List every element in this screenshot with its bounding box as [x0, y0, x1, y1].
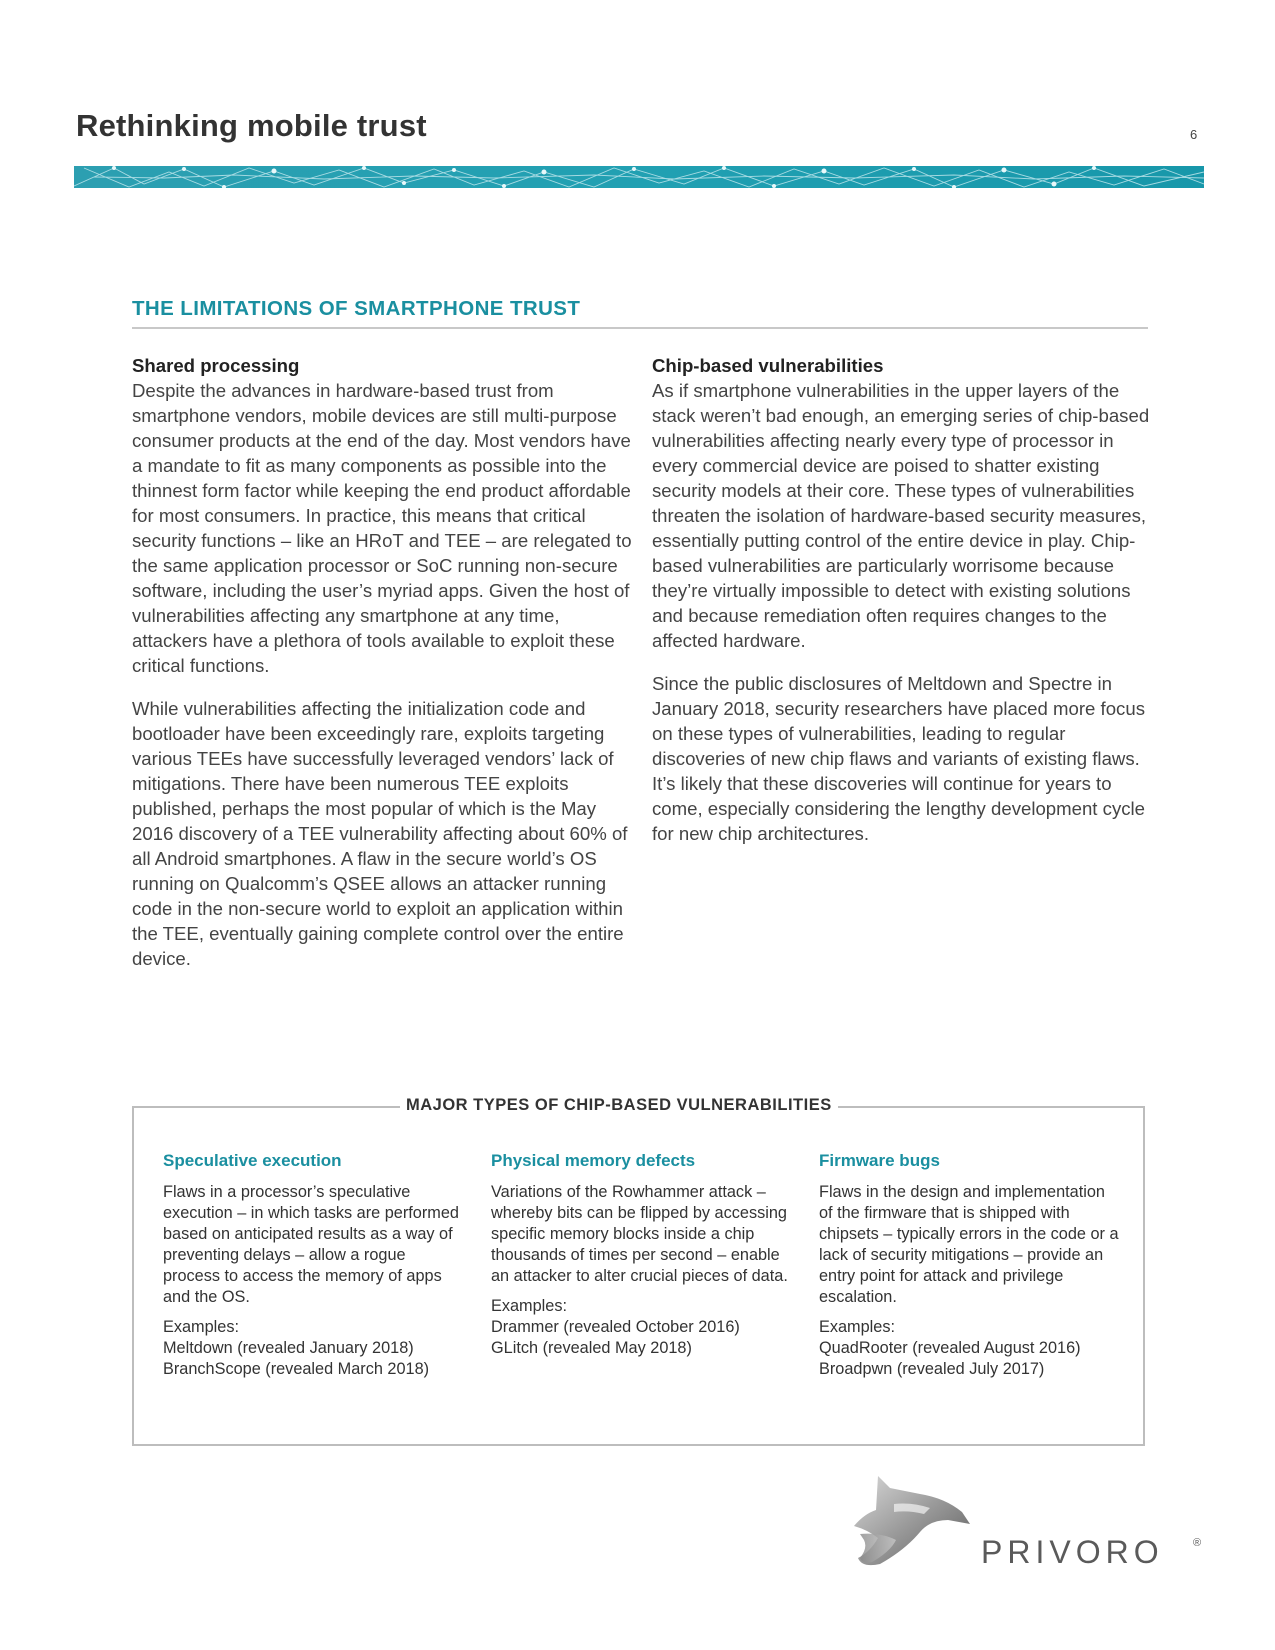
right-paragraph: As if smartphone vulnerabilities in the upper layers of the stack weren’t bad enough, an emerging series of chip-based vulnerabilities affecting nearly every type of processor in every commercial device are poised to shatter existing security models at their core. These types of vulnerabilities threaten the isolation of hardware-based security measures, essentially putting control of the entire device in play. Chip-based vulnerabilities are particularly worrisome because they’re virtually impossible to detect with existing solutions and because remediation often requires changes to the affected hardware. — [652, 380, 1150, 651]
registered-mark: ® — [1193, 1537, 1202, 1549]
network-banner — [74, 166, 1204, 188]
left-paragraph: While vulnerabilities affecting the initialization code and bootloader have been exceedingly rare, exploits targeting various TEEs have successfully leveraged vendors’ lack of mitigations. There have been numerous TEE exploits published, perhaps the most popular of which is the May 2016 discovery of a TEE vulnerability affecting about 60% of all Android smartphones. A flaw in the secure world’s OS running on Qualcomm’s QSEE allows an attacker running code in the non-secure world to exploit an application within the TEE, eventually gaining complete control over the entire device. — [132, 698, 628, 969]
vuln-column-firmware — [819, 1150, 1119, 1380]
example-item: QuadRooter (revealed August 2016) — [819, 1339, 1081, 1357]
vuln-heading: Physical memory defects — [491, 1151, 696, 1170]
vuln-heading: Speculative execution — [163, 1151, 342, 1170]
right-column — [652, 353, 1152, 864]
left-paragraph: Despite the advances in hardware-based trust from smartphone vendors, mobile devices are still multi-purpose consumer products at the end of the day. Most vendors have a mandate to fit as many components as possible into the thinnest form factor while keeping the end product affordable for most consumers. In practice, this means that critical security functions – like an HRoT and TEE – are relegated to the same application processor or SoC running non-secure software, including the user’s myriad apps. Given the host of vulnerabilities affecting any smartphone at any time, attackers have a plethora of tools available to exploit these critical functions. — [132, 380, 632, 676]
section-rule — [132, 327, 1148, 329]
doc-title: Rethinking mobile trust — [76, 108, 427, 143]
example-item: GLitch (revealed May 2018) — [491, 1339, 692, 1357]
vuln-description: Variations of the Rowhammer attack – whereby bits can be flipped by accessing specific memory blocks inside a chip thousands of times per second – enable an attacker to alter crucial pieces of data. — [491, 1183, 788, 1285]
vuln-column-memory — [491, 1150, 791, 1359]
example-item: Drammer (revealed October 2016) — [491, 1318, 740, 1336]
examples-label: Examples: — [491, 1297, 568, 1315]
example-item: BranchScope (revealed March 2018) — [163, 1360, 430, 1378]
page-number: 6 — [1190, 127, 1198, 142]
privoro-logo-text: PRIVORO — [981, 1534, 1164, 1570]
right-subheading: Chip-based vulnerabilities — [652, 355, 884, 376]
vuln-description: Flaws in the design and implementation of the firmware that is shipped with chipsets – typically errors in the code or a lack of security mitigations – provide an entry point for attack and privilege escalation. — [819, 1183, 1119, 1306]
section-heading: THE LIMITATIONS OF SMARTPHONE TRUST — [132, 297, 581, 320]
right-paragraph: Since the public disclosures of Meltdown and Spectre in January 2018, security researchers have placed more focus on these types of vulnerabilities, leading to regular discoveries of new chip flaws and variants of existing flaws. It’s likely that these discoveries will continue for years to come, especially considering the lengthy development cycle for new chip architectures. — [652, 673, 1146, 844]
examples-label: Examples: — [163, 1318, 240, 1336]
vuln-column-speculative — [163, 1150, 463, 1380]
left-subheading: Shared processing — [132, 355, 300, 376]
vuln-description: Flaws in a processor’s speculative execution – in which tasks are performed based on anticipated results as a way of preventing delays – allow a rogue process to access the memory of apps and the OS. — [163, 1183, 459, 1306]
vuln-heading: Firmware bugs — [819, 1151, 940, 1170]
example-item: Meltdown (revealed January 2018) — [163, 1339, 414, 1357]
privoro-wolf-icon — [850, 1474, 975, 1569]
example-item: Broadpwn (revealed July 2017) — [819, 1360, 1045, 1378]
examples-label: Examples: — [819, 1318, 896, 1336]
vulnerability-box-title: MAJOR TYPES OF CHIP-BASED VULNERABILITIES — [400, 1096, 838, 1115]
left-column — [132, 353, 632, 989]
